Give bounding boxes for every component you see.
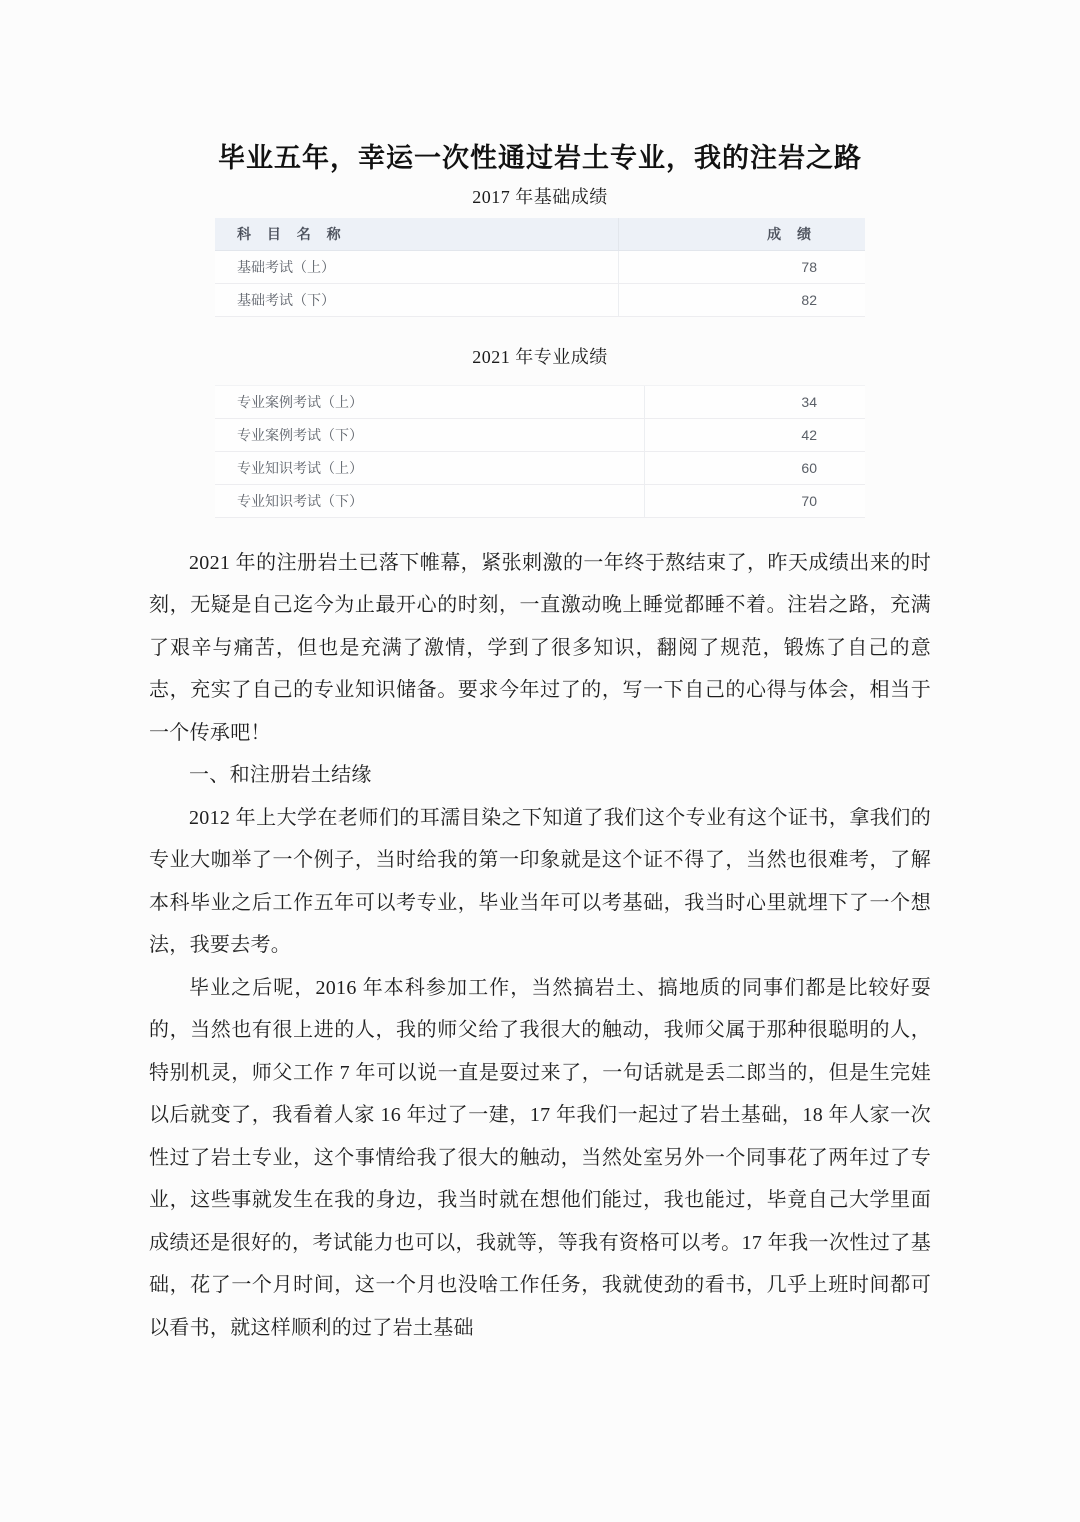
subject-cell: 基础考试（上） (215, 250, 618, 283)
subject-cell: 专业知识考试（下） (215, 484, 644, 517)
paragraph-2016: 毕业之后呢，2016 年本科参加工作，当然搞岩土、搞地质的同事们都是比较好耍的，当然也有很上进的人，我的师父给了我很大的触动，我师父属于那种很聪明的人，特别机灵，师父工作 7 年可以说一直是耍过来了，一句话就是丢二郎当的，但是生完娃以后就变了，我看着人家 16 年过了一建，17 年我们一起过了岩土基础，18 年人家一次性过了岩土专业，这个事情给我了很大的触动，当然处室另外一个同事花了两年过了专业，这些事就发生在我的身边，我当时就在想他们能过，我也能过，毕竟自己大学里面成绩还是很好的，考试能力也可以，我就等，等我有资格可以考。17 年我一次性过了基础，花了一个月时间，这一个月也没啥工作任务，我就使劲的看书，几乎上班时间都可以看书，就这样顺利的过了岩土基础 (149, 976, 931, 1339)
subject-cell: 基础考试（下） (215, 283, 618, 316)
article-body (149, 542, 931, 1350)
table-row (215, 484, 865, 517)
score-cell: 82 (618, 283, 865, 316)
article-title: 毕业五年，幸运一次性通过岩土专业，我的注岩之路 (218, 143, 862, 173)
subject-cell: 专业案例考试（下） (215, 418, 644, 451)
table-caption-2017: 2017 年基础成绩 (472, 187, 608, 207)
score-cell: 42 (644, 418, 865, 451)
score-cell: 34 (644, 385, 865, 418)
subject-cell: 专业案例考试（上） (215, 385, 644, 418)
table-caption-2021: 2021 年专业成绩 (472, 346, 608, 367)
score-cell: 78 (618, 250, 865, 283)
paragraph-2012: 2012 年上大学在老师们的耳濡目染之下知道了我们这个专业有这个证书，拿我们的专业大咖举了一个例子，当时给我的第一印象就是这个证不得了，当然也很难考，了解本科毕业之后工作五年可以考专业，毕业当年可以考基础，我当时心里就埋下了一个想法，我要去考。 (149, 806, 931, 956)
table-row (215, 250, 865, 283)
table-header-row (215, 218, 865, 250)
column-header-score: 成 绩 (618, 218, 865, 250)
table-row (215, 385, 865, 418)
score-cell: 60 (644, 451, 865, 484)
column-header-subject: 科 目 名 称 (215, 218, 618, 250)
table-row (215, 283, 865, 316)
section-heading: 一、和注册岩土结缘 (189, 764, 372, 786)
subject-cell: 专业知识考试（上） (215, 451, 644, 484)
scores-table-2017 (215, 218, 865, 317)
score-cell: 70 (644, 484, 865, 517)
table-row (215, 418, 865, 451)
scores-table-2021 (215, 385, 865, 518)
table-row (215, 451, 865, 484)
paragraph-intro: 2021 年的注册岩土已落下帷幕，紧张刺激的一年终于熬结束了，昨天成绩出来的时刻，无疑是自己迄今为止最开心的时刻，一直激动晚上睡觉都睡不着。注岩之路，充满了艰辛与痛苦，但也是充满了激情，学到了很多知识，翻阅了规范，锻炼了自己的意志，充实了自己的专业知识储备。要求今年过了的，写一下自己的心得与体会，相当于一个传承吧！ (149, 551, 931, 744)
